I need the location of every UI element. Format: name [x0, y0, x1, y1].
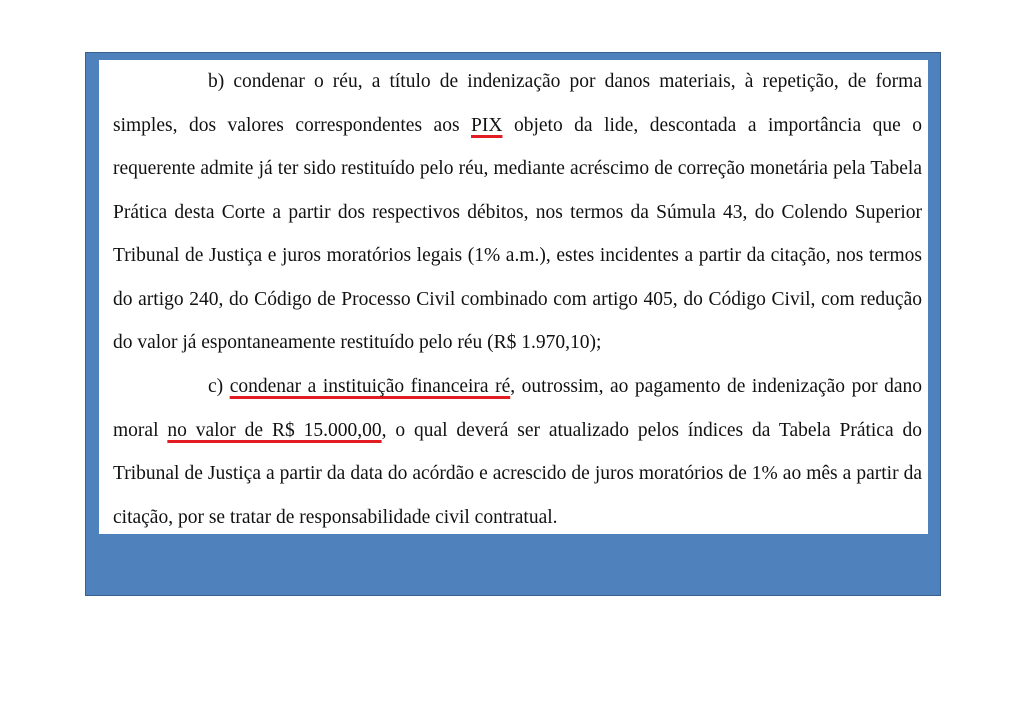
- paragraph-b-text-2: objeto da lide, descontada a importância que o requerente admite já ter sido restituído pelo réu, mediante acréscimo de correção monetária pela Tabela Prática desta Corte a partir dos respectivos débitos, nos termos da Súmula 43, do Colendo Superior Tribunal de Justiça e juros moratórios legais (1% a.m.), estes incidentes a partir da citação, nos termos do artigo 240, do Código de Processo Civil combinado com artigo 405, do Código Civil, com redução do valor já espontaneamente restituído pelo réu (R$ 1.970,10);: [113, 114, 922, 353]
- paragraph-b-text-1: b) condenar o réu, a título de indenização por danos materiais, à repetição, de forma simples, dos valores correspondentes aos: [113, 71, 922, 136]
- paragraph-b-highlight-pix: PIX: [471, 114, 503, 136]
- paragraph-c: [113, 365, 922, 539]
- paragraph-c-highlight-amount: no valor de R$ 15.000,00: [167, 419, 382, 441]
- document-excerpt: [99, 60, 928, 534]
- paragraph-b: [113, 60, 922, 365]
- paragraph-c-text-2: , outrossim, ao pagamento de indenização por dano moral: [113, 376, 922, 441]
- paragraph-c-text-1: c): [208, 376, 230, 397]
- paragraph-c-highlight-institution: condenar a instituição financeira ré: [229, 376, 511, 397]
- paragraph-c-text-3: , o qual deverá ser atualizado pelos índices da Tabela Prática do Tribunal de Justiça a partir da data do acórdão e acrescido de juros moratórios de 1% ao mês a partir da citação, por se tratar de responsabilidade civil contratual.: [113, 419, 922, 528]
